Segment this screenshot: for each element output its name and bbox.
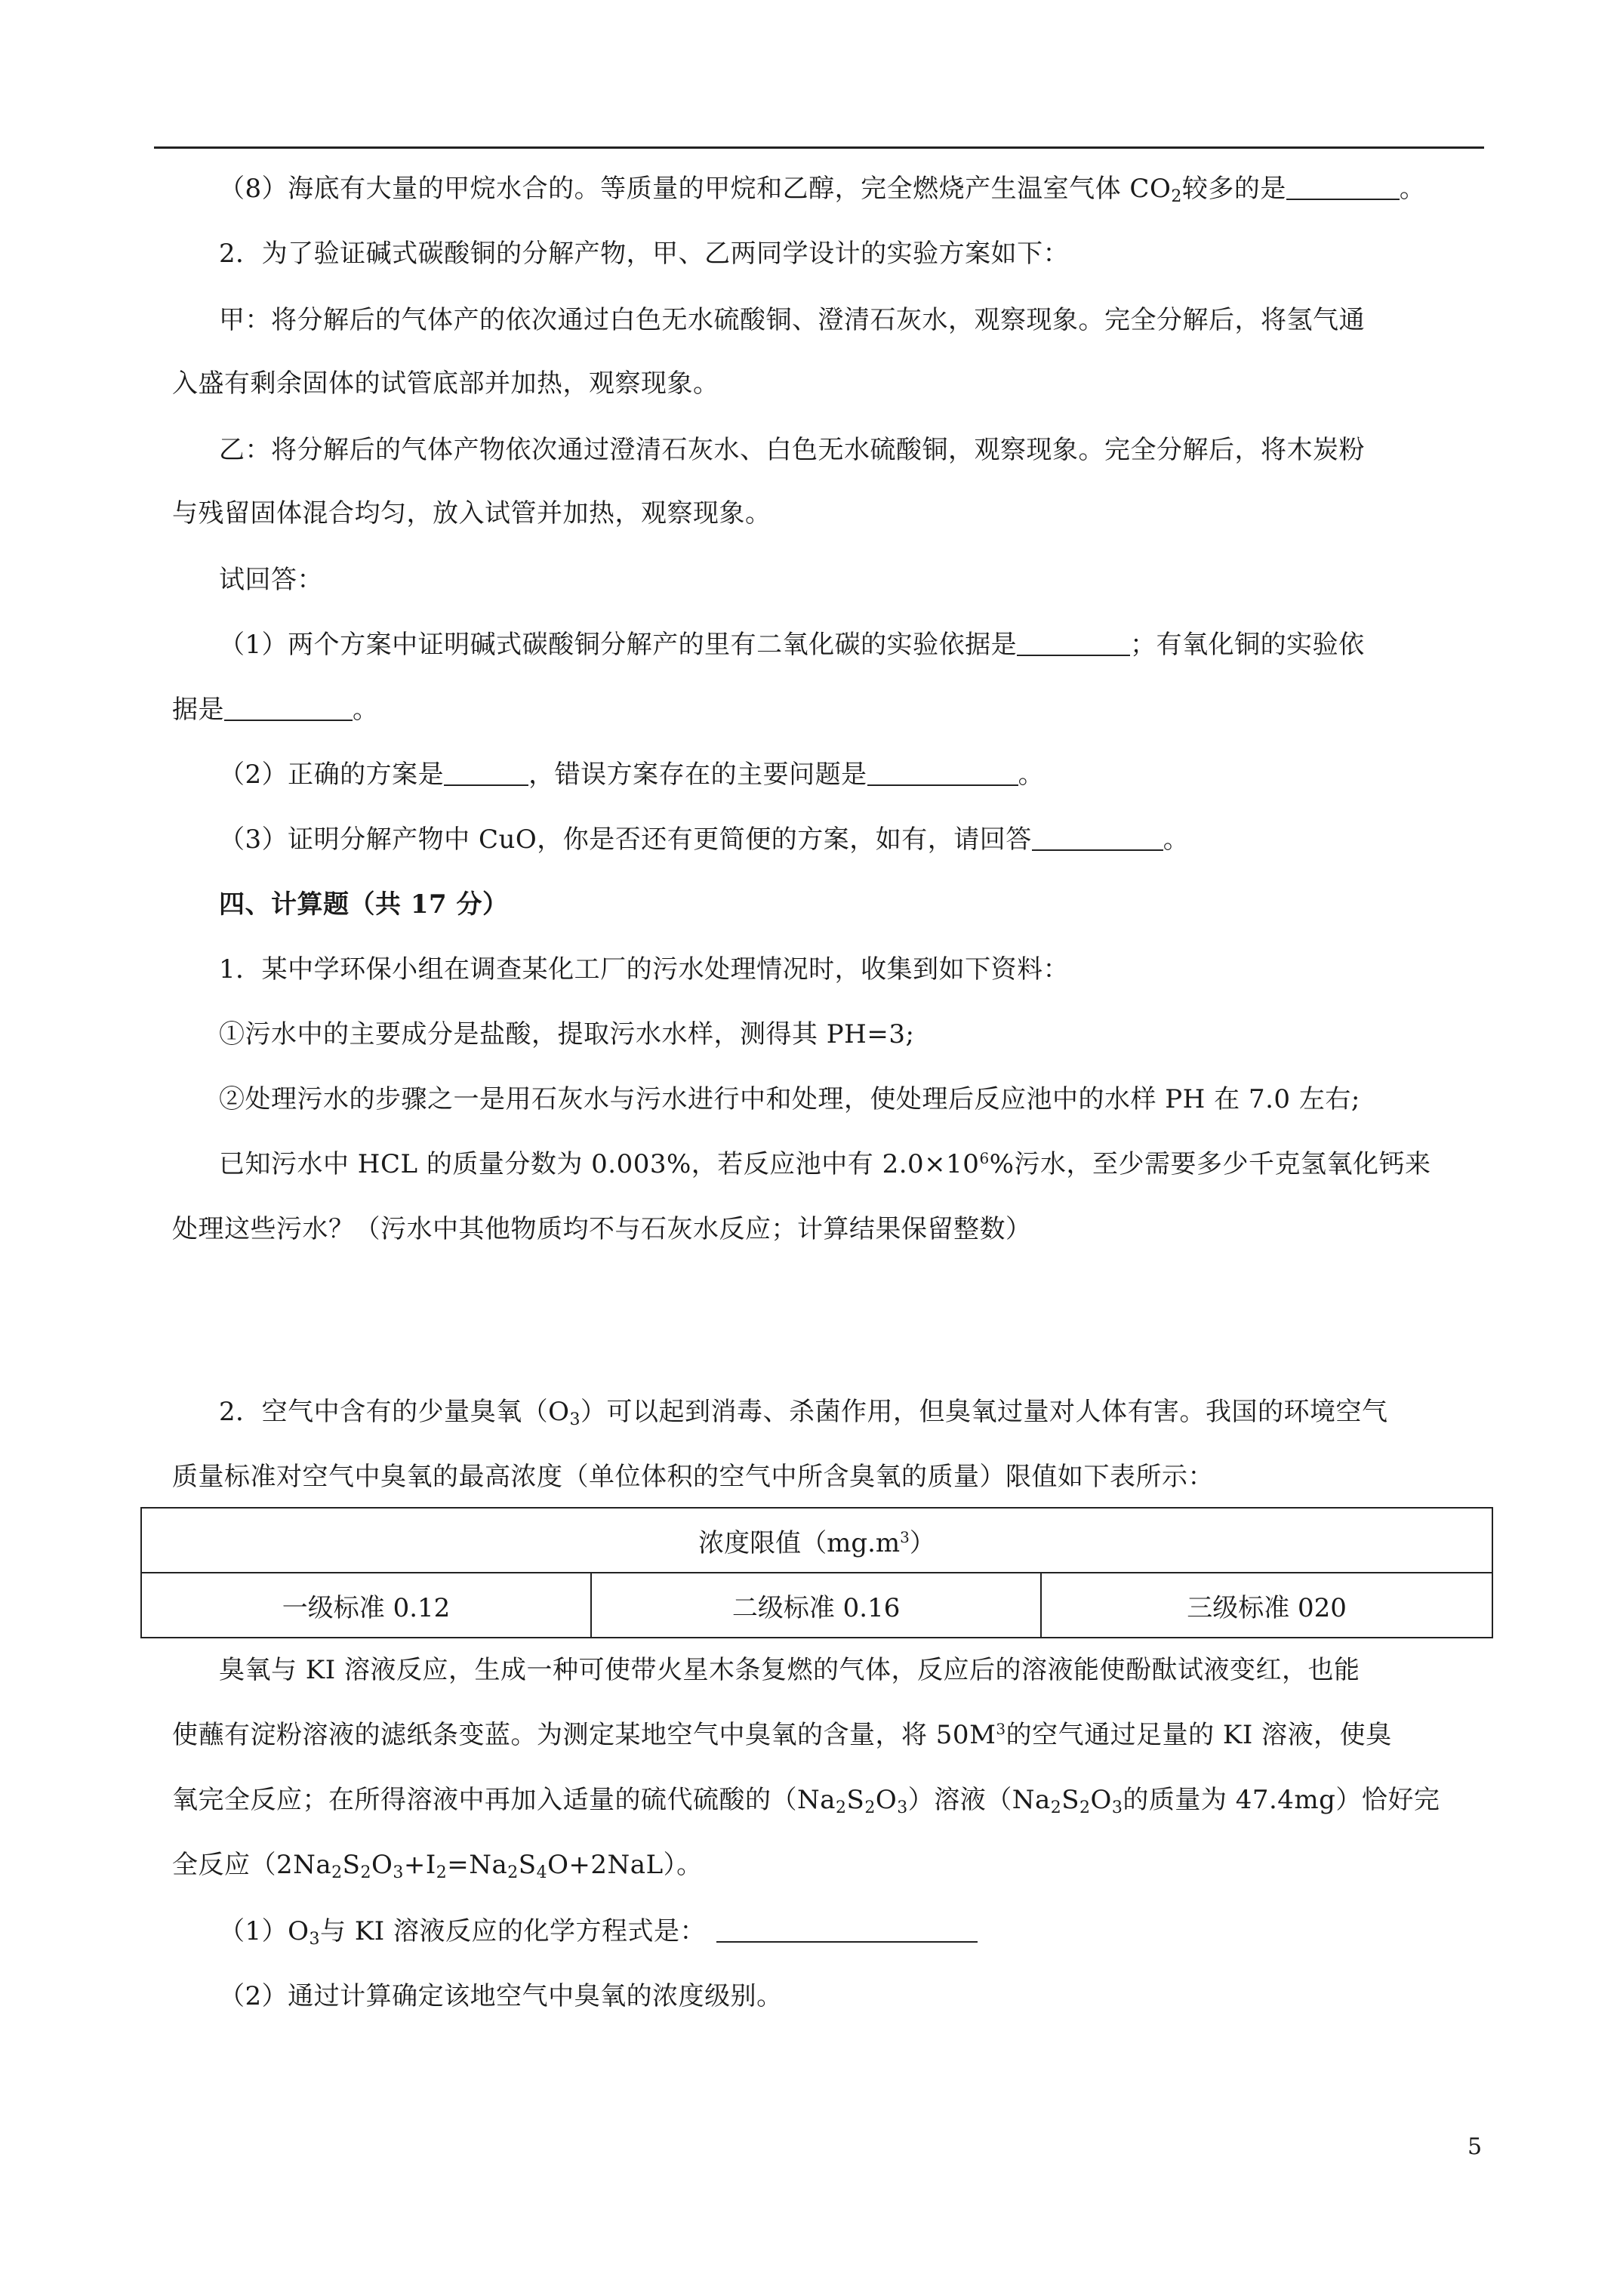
subscript: 2 xyxy=(864,1798,876,1817)
calc-1-item-1: ①污水中的主要成分是盐酸，提取污水水样，测得其 PH=3; xyxy=(219,1019,915,1049)
text-run: 较多的是 xyxy=(1181,174,1286,204)
text-run: 氧完全反应；在所得溶液中再加入适量的硫代硫酸的（Na xyxy=(172,1785,836,1815)
answer-blank[interactable] xyxy=(444,760,528,786)
calc-2-line-2: 质量标准对空气中臭氧的最高浓度（单位体积的空气中所含臭氧的质量）限值如下表所示： xyxy=(172,1462,1214,1492)
text-run: 。 xyxy=(353,695,379,725)
text-run: S xyxy=(518,1850,537,1880)
superscript: 3 xyxy=(900,1527,910,1546)
text-run: （2）正确的方案是 xyxy=(219,760,445,790)
text-run: 与 KI 溶液反应的化学方程式是： xyxy=(320,1916,706,1946)
calc-1-given-2: 处理这些污水？（污水中其他物质均不与石灰水反应；计算结果保留整数） xyxy=(172,1214,1032,1244)
text-run: （1）O xyxy=(219,1916,310,1946)
header-rule xyxy=(154,146,1484,149)
text-run: 的空气通过足量的 KI 溶液，使臭 xyxy=(1006,1720,1392,1750)
calc-1-item-2: ②处理污水的步骤之一是用石灰水与污水进行中和处理，使处理后反应池中的水样 PH 在 7.0 左右; xyxy=(219,1084,1360,1114)
plan-b-line-2: 与残留固体混合均匀，放入试管并加热，观察现象。 xyxy=(172,498,771,529)
answer-blank[interactable] xyxy=(1032,825,1163,851)
text-run: 。 xyxy=(1399,174,1426,204)
calc-1-intro: 1．某中学环保小组在调查某化工厂的污水处理情况时，收集到如下资料： xyxy=(219,954,1070,985)
question-o3-level: （2）通过计算确定该地空气中臭氧的浓度级别。 xyxy=(219,1981,783,2011)
subscript: 2 xyxy=(836,1798,847,1817)
superscript: 3 xyxy=(996,1720,1006,1738)
calc-1-given xyxy=(219,1148,1532,1181)
text-run: O+2NaL）。 xyxy=(547,1850,703,1880)
subscript: 3 xyxy=(393,1863,404,1882)
text-run: 的质量为 47.4mg）恰好完 xyxy=(1123,1785,1440,1815)
question-o3-equation xyxy=(219,1915,1532,1948)
plan-a-line-2: 入盛有剩余固体的试管底部并加热，观察现象。 xyxy=(172,368,719,399)
text-run: ；有氧化铜的实验依 xyxy=(1130,630,1365,660)
text-run: ）可以起到消毒、杀菌作用，但臭氧过量对人体有害。我国的环境空气 xyxy=(581,1397,1388,1427)
subscript: 3 xyxy=(569,1410,581,1429)
text-run: =Na xyxy=(447,1850,508,1880)
text-run: S xyxy=(342,1850,361,1880)
table-header-cell xyxy=(141,1508,1492,1573)
text-run: ）溶液（Na xyxy=(907,1785,1051,1815)
table-cell-level-2: 二级标准 0.16 xyxy=(591,1573,1041,1638)
concentration-table xyxy=(140,1507,1493,1638)
text-run: O xyxy=(875,1785,898,1815)
question-8 xyxy=(219,172,1532,205)
subscript: 2 xyxy=(507,1863,519,1882)
text-run: 据是 xyxy=(172,695,224,725)
sub-question-3 xyxy=(219,823,1532,856)
table-row xyxy=(141,1573,1492,1638)
text-run: +I xyxy=(403,1850,436,1880)
answer-blank[interactable] xyxy=(1017,630,1130,656)
text-run: （8）海底有大量的甲烷水合的。等质量的甲烷和乙醇，完全燃烧产生温室气体 CO xyxy=(219,174,1172,204)
text-run: 全反应（2Na xyxy=(172,1850,332,1880)
subscript: 4 xyxy=(536,1863,548,1882)
text-run: 浓度限值（mg.m xyxy=(698,1527,901,1558)
text-run: 已知污水中 HCL 的质量分数为 0.003%，若反应池中有 2.0×10 xyxy=(219,1149,980,1179)
answer-blank[interactable] xyxy=(716,1917,978,1943)
subscript: 2 xyxy=(331,1863,343,1882)
text-run: O xyxy=(1090,1785,1112,1815)
subscript: 2 xyxy=(1079,1798,1091,1817)
table-cell-level-3: 三级标准 020 xyxy=(1041,1573,1492,1638)
sub-question-1-line-2 xyxy=(172,693,1486,726)
superscript: 6 xyxy=(979,1149,990,1167)
sub-question-2 xyxy=(219,758,1532,791)
text-run: 使蘸有淀粉溶液的滤纸条变蓝。为测定某地空气中臭氧的含量，将 50M xyxy=(172,1720,996,1750)
text-run: ，错误方案存在的主要问题是 xyxy=(528,760,867,790)
text-run: S xyxy=(846,1785,865,1815)
question-2-intro: 2．为了验证碱式碳酸铜的分解产物，甲、乙两同学设计的实验方案如下： xyxy=(219,239,1070,269)
plan-a-line-1: 甲：将分解后的气体产的依次通过白色无水硫酸铜、澄清石灰水，观察现象。完全分解后，将氢气通 xyxy=(219,305,1365,335)
reaction-line-4 xyxy=(172,1848,1486,1881)
plan-b-line-1: 乙：将分解后的气体产物依次通过澄清石灰水、白色无水硫酸铜，观察现象。完全分解后，将木炭粉 xyxy=(219,435,1365,465)
table-row xyxy=(141,1508,1492,1573)
text-run: %污水，至少需要多少千克氢氧化钙来 xyxy=(989,1149,1431,1179)
page-number: 5 xyxy=(1467,2134,1483,2160)
reaction-line-1: 臭氧与 KI 溶液反应，生成一种可使带火星木条复燃的气体，反应后的溶液能使酚酞试液变红，也能 xyxy=(219,1655,1360,1685)
subscript: 3 xyxy=(1111,1798,1123,1817)
reaction-line-3 xyxy=(172,1783,1486,1817)
sub-question-1-line-1 xyxy=(219,628,1532,661)
subscript: 2 xyxy=(360,1863,371,1882)
text-run: （3）证明分解产物中 CuO，你是否还有更简便的方案，如有，请回答 xyxy=(219,824,1032,855)
text-run: ） xyxy=(909,1527,935,1558)
answer-blank[interactable] xyxy=(867,760,1018,786)
subscript: 2 xyxy=(1171,187,1182,206)
subscript: 2 xyxy=(436,1863,448,1882)
reaction-line-2 xyxy=(172,1718,1486,1752)
answer-blank[interactable] xyxy=(224,695,353,721)
subscript: 3 xyxy=(897,1798,908,1817)
text-run: 。 xyxy=(1018,760,1045,790)
text-run: S xyxy=(1061,1785,1080,1815)
try-answer-label: 试回答： xyxy=(219,565,323,595)
text-run: O xyxy=(371,1850,393,1880)
text-run: （1）两个方案中证明碱式碳酸铜分解产的里有二氧化碳的实验依据是 xyxy=(219,630,1018,660)
calc-2-line-1 xyxy=(219,1395,1532,1428)
text-run: 2．空气中含有的少量臭氧（O xyxy=(219,1397,570,1427)
table-cell-level-1: 一级标准 0.12 xyxy=(141,1573,591,1638)
subscript: 3 xyxy=(309,1930,321,1949)
text-run: 。 xyxy=(1163,824,1190,855)
section-4-heading: 四、计算题（共 17 分） xyxy=(219,889,509,920)
subscript: 2 xyxy=(1050,1798,1062,1817)
answer-blank[interactable] xyxy=(1286,174,1400,200)
